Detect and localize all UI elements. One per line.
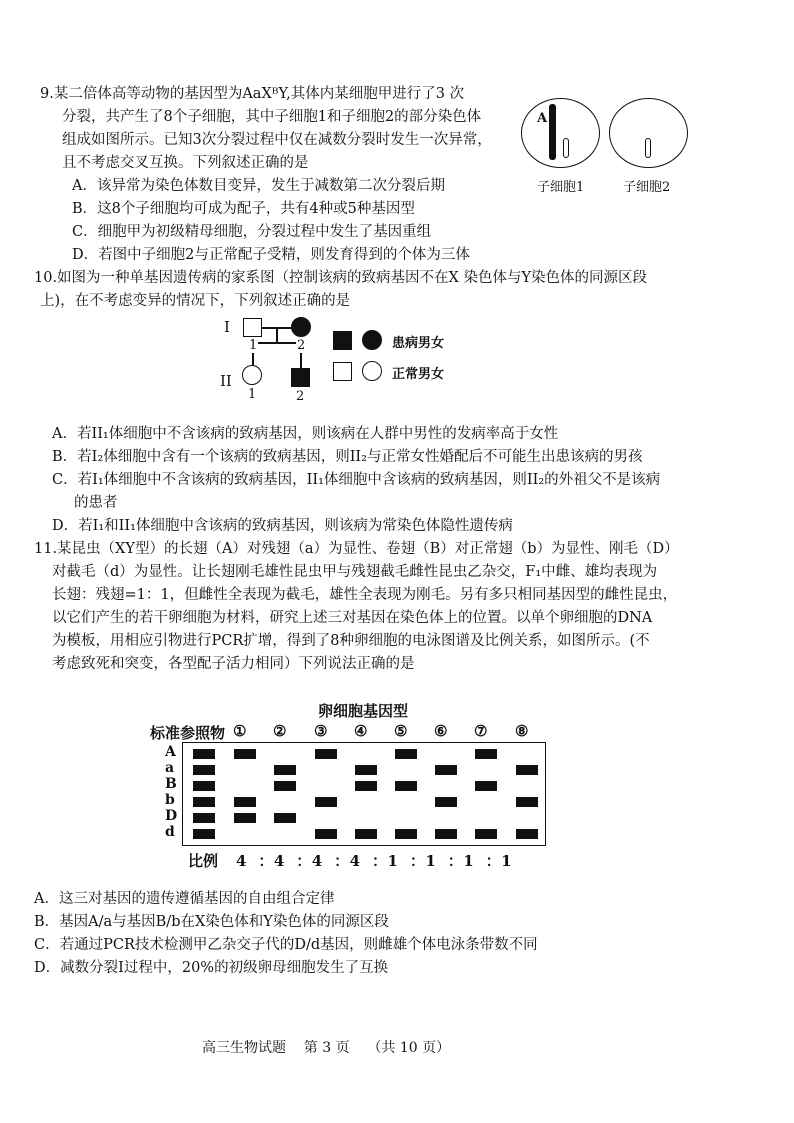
gel-band: [355, 781, 377, 791]
gel-band: [395, 781, 417, 791]
q11-line-6: 考虑致死和突变，各型配子活力相同）下列说法正确的是: [52, 656, 415, 672]
I1-number: 1: [249, 338, 258, 353]
q9-line-3: 组成如图所示。已知3次分裂过程中仅在减数分裂时发生一次异常，: [62, 132, 492, 148]
chromosome-long: [549, 104, 556, 160]
legend-affected-label: 患病男女: [392, 336, 445, 351]
legend-affected-female-icon: [362, 330, 382, 350]
q9-option-d: D．若图中子细胞2与正常配子受精，则发育得到的个体为三体: [72, 247, 470, 263]
II2-number: 2: [296, 389, 305, 404]
q10-option-d: D．若I₁和II₁体细胞中含该病的致病基因，则该病为常染色体隐性遗传病: [52, 518, 513, 534]
gel-band: [355, 829, 377, 839]
q10-option-a: A．若II₁体细胞中不含该病的致病基因，则该病在人群中男性的发病率高于女性: [52, 426, 559, 442]
q11-line-5: 为模板，用相应引物进行PCR扩增，得到了8种卵细胞的电泳图谱及比例关系，如图所示。(不: [52, 633, 650, 649]
q11-option-b: B．基因A/a与基因B/b在X染色体和Y染色体的同源区段: [34, 914, 389, 930]
gel-band: [274, 813, 296, 823]
lane-label: ③: [314, 722, 328, 740]
lane-label: ②: [273, 722, 287, 740]
gel-band: [193, 749, 215, 759]
reference-label: 标准参照物: [150, 724, 226, 742]
gel-band: [193, 797, 215, 807]
pedigree-I2-affected-female: [291, 317, 311, 337]
q9-line-4: 且不考虑交叉互换。下列叙述正确的是: [62, 155, 309, 171]
gel-title: 卵细胞基因型: [318, 702, 409, 720]
gel-band: [193, 765, 215, 775]
pedigree-II1-normal-female: [242, 365, 262, 385]
legend-normal-label: 正常男女: [392, 367, 445, 382]
q9-option-a: A．该异常为染色体数目变异，发生于减数第二次分裂后期: [72, 178, 445, 194]
gel-band: [355, 765, 377, 775]
gel-band: [435, 765, 457, 775]
q11-line-2: 对截毛（d）为显性。让长翅刚毛雄性昆虫甲与残翅截毛雌性昆虫乙杂交，F₁中雌、雄均表现为: [52, 564, 658, 580]
gel-band: [516, 829, 538, 839]
q11-option-a: A．这三对基因的遗传遵循基因的自由组合定律: [34, 891, 335, 907]
q11-option-c: C．若通过PCR技术检测甲乙杂交子代的D/d基因，则雌雄个体电泳条带数不同: [34, 937, 538, 953]
gene-label-a: A: [537, 111, 548, 126]
gel-frame: [182, 742, 546, 846]
q11-line-4: 以它们产生的若干卵细胞为材料，研究上述三对基因在染色体上的位置。以单个卵细胞的DNA: [52, 610, 653, 626]
gel-band: [435, 797, 457, 807]
gel-band: [274, 765, 296, 775]
gel-band: [435, 829, 457, 839]
II1-number: 1: [248, 387, 257, 402]
gel-band: [475, 829, 497, 839]
q11-line-1: 11.某昆虫（XY型）的长翅（A）对残翅（a）为显性、卷翅（B）对正常翅（b）为显性、刚毛（D）: [34, 541, 679, 557]
q10-option-b: B．若I₂体细胞中含有一个该病的致病基因，则II₂与正常女性婚配后不可能生出患该病的男孩: [52, 449, 643, 465]
gene-row-label: A: [165, 744, 176, 760]
gene-row-label: D: [165, 808, 178, 824]
gel-band: [395, 749, 417, 759]
pedigree-I1-normal-male: [243, 318, 262, 337]
q10-option-c-cont: 的患者: [74, 495, 118, 511]
gel-band: [234, 749, 256, 759]
sibship-line: [252, 342, 301, 344]
ratio-label: 比例: [188, 852, 219, 870]
lane-label: ⑥: [434, 722, 448, 740]
chromosome-short-cell2: [645, 138, 651, 158]
legend-normal-male-icon: [333, 362, 352, 381]
generation-1-label: I: [224, 318, 230, 336]
lane-label: ①: [233, 722, 247, 740]
daughter-cell-1: [521, 98, 600, 168]
descent-line: [276, 328, 278, 342]
gel-band: [234, 797, 256, 807]
q11-line-3: 长翅：残翅=1：1，但雌性全表现为截毛，雄性全表现为刚毛。另有多只相同基因型的雌性昆虫，: [52, 587, 678, 603]
cell-1-caption: 子细胞1: [537, 180, 585, 195]
cell-2-caption: 子细胞2: [623, 180, 671, 195]
legend-affected-male-icon: [333, 331, 352, 350]
lane-label: ⑦: [474, 722, 488, 740]
gel-band: [193, 781, 215, 791]
chromosome-short: [563, 138, 569, 158]
gel-band: [475, 749, 497, 759]
gel-band: [234, 813, 256, 823]
q10-option-c: C．若I₁体细胞中不含该病的致病基因，II₁体细胞中含该病的致病基因，则II₂的外祖父不是该病: [52, 472, 661, 488]
gel-band: [315, 749, 337, 759]
pedigree-II2-affected-male: [291, 368, 310, 387]
gene-row-label: b: [165, 792, 175, 808]
I2-number: 2: [297, 338, 306, 353]
q9-option-c: C．细胞甲为初级精母细胞，分裂过程中发生了基因重组: [72, 224, 432, 240]
gel-band: [516, 765, 538, 775]
q9-line-1: 9.某二倍体高等动物的基因型为AaXᴮY,其体内某细胞甲进行了3 次: [40, 86, 465, 102]
lane-label: ⑧: [515, 722, 529, 740]
gel-band: [516, 797, 538, 807]
gel-band: [274, 781, 296, 791]
lane-label: ⑤: [394, 722, 408, 740]
gel-band: [193, 829, 215, 839]
generation-2-label: II: [220, 372, 232, 390]
q10-line-2: 上)，在不考虑变异的情况下，下列叙述正确的是: [40, 293, 351, 309]
lane-label: ④: [354, 722, 368, 740]
gel-band: [475, 781, 497, 791]
gene-row-label: d: [165, 824, 175, 840]
gel-band: [193, 813, 215, 823]
q9-option-b: B．这8个子细胞均可成为配子，共有4种或5种基因型: [72, 201, 415, 217]
gel-bands: [183, 743, 545, 845]
q11-option-d: D．减数分裂Ⅰ过程中，20%的初级卵母细胞发生了互换: [34, 960, 389, 976]
ratio-values: 4 ：4 ：4 ：4 ：1 ：1 ：1 ：1: [236, 852, 513, 870]
page-footer: 高三生物试题 第 3 页 （共 10 页）: [202, 1040, 451, 1056]
q9-line-2: 分裂，共产生了8个子细胞，其中子细胞1和子细胞2的部分染色体: [62, 109, 482, 125]
gel-band: [315, 797, 337, 807]
gene-row-label: a: [165, 760, 175, 776]
gel-band: [315, 829, 337, 839]
legend-normal-female-icon: [362, 361, 382, 381]
gene-row-label: B: [165, 776, 177, 792]
gel-band: [395, 829, 417, 839]
q10-line-1: 10.如图为一种单基因遗传病的家系图（控制该病的致病基因不在X 染色体与Y染色体的同源区段: [34, 270, 648, 286]
